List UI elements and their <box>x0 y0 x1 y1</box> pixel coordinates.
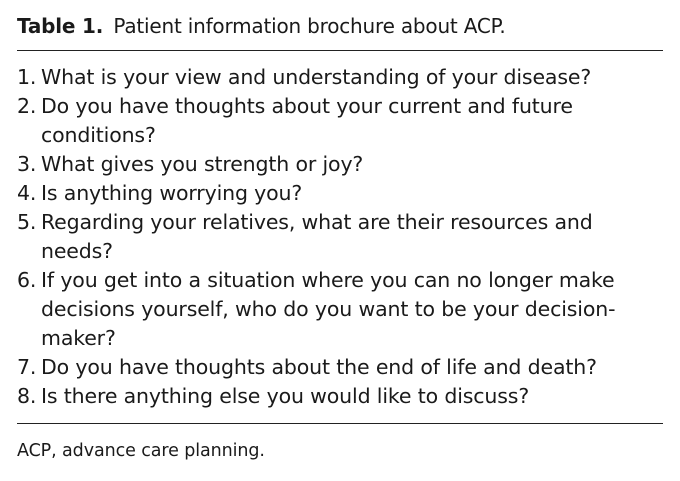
item-number: 2. <box>17 94 37 118</box>
list-item <box>17 63 657 92</box>
item-text: If you get into a situation where you can no longer make decisions yourself, who do you want to be your decision-maker? <box>41 268 616 350</box>
item-text: Is there anything else you would like to discuss? <box>41 384 530 408</box>
item-number: 3. <box>17 152 37 176</box>
item-number: 6. <box>17 268 37 292</box>
item-text: Regarding your relatives, what are their resources and needs? <box>41 210 593 263</box>
list-item <box>17 382 657 411</box>
table-top-rule <box>17 50 663 51</box>
table-caption <box>17 13 506 39</box>
list-item <box>17 353 657 382</box>
list-item <box>17 266 657 353</box>
item-number: 7. <box>17 355 37 379</box>
table-label: Table 1. <box>17 14 104 38</box>
item-text: Is anything worrying you? <box>41 181 303 205</box>
question-list <box>17 63 657 411</box>
table-title: Patient information brochure about ACP. <box>113 14 506 38</box>
list-item <box>17 150 657 179</box>
item-number: 4. <box>17 181 37 205</box>
list-item <box>17 179 657 208</box>
item-text: What gives you strength or joy? <box>41 152 364 176</box>
item-text: What is your view and understanding of your disease? <box>41 65 592 89</box>
item-number: 5. <box>17 210 37 234</box>
item-text: Do you have thoughts about your current and future conditions? <box>41 94 573 147</box>
table-bottom-rule <box>17 423 663 424</box>
item-number: 1. <box>17 65 37 89</box>
item-text: Do you have thoughts about the end of life and death? <box>41 355 597 379</box>
item-number: 8. <box>17 384 37 408</box>
list-item <box>17 208 657 266</box>
list-item <box>17 92 657 150</box>
table-footnote: ACP, advance care planning. <box>17 441 265 461</box>
